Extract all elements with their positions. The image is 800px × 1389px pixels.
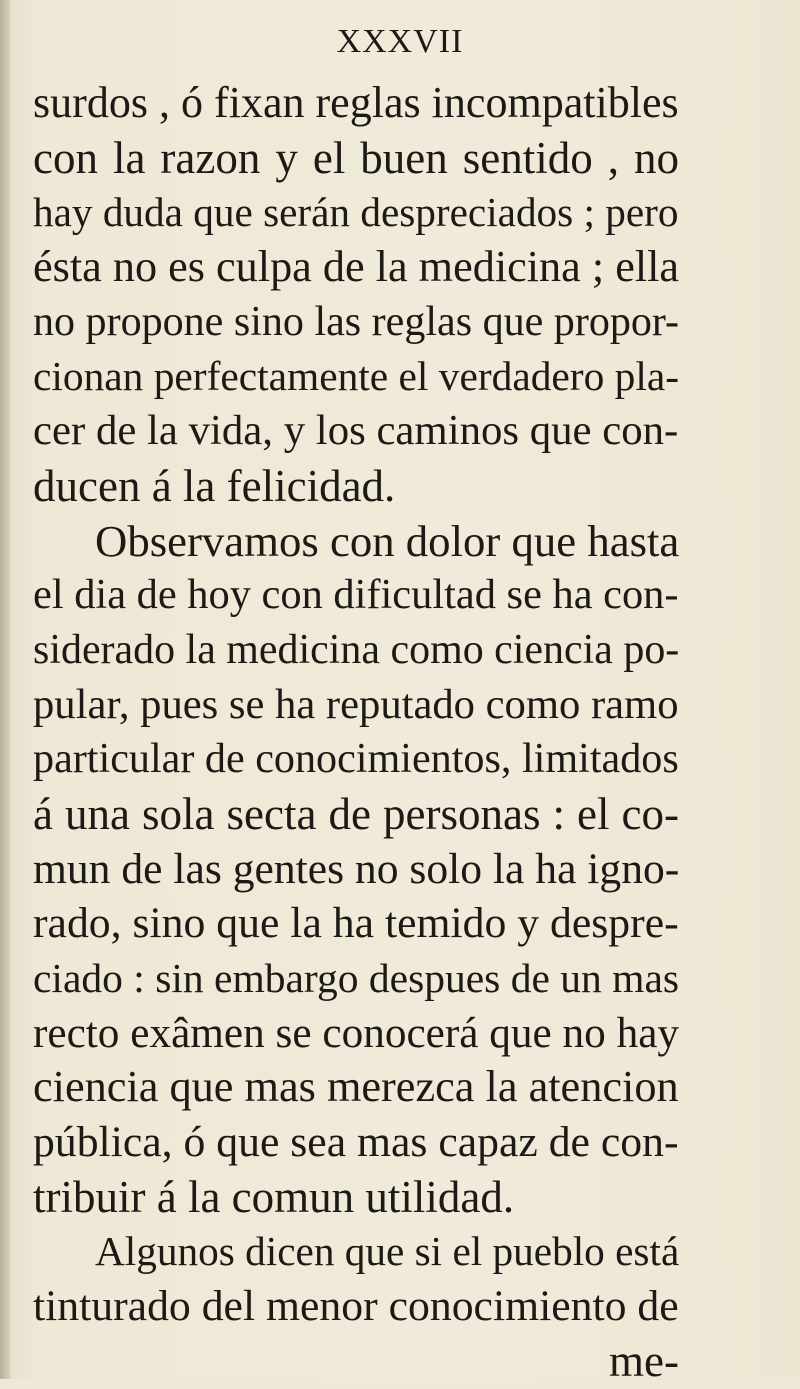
- text-line: cer de la vida, y los caminos que con-: [33, 407, 679, 455]
- text-line: tinturado del menor conocimiento de: [33, 1282, 679, 1331]
- text-line: mun de las gentes no solo la ha igno-: [33, 844, 680, 893]
- text-line: ciado : sin embargo despues de un mas: [33, 955, 680, 1001]
- text-line: surdos , ó fixan reglas incompatibles: [33, 78, 679, 127]
- paragraph-first-line: Observamos con dolor que hasta: [95, 515, 680, 566]
- text-line: el dia de hoy con dificultad se ha con-: [33, 571, 679, 619]
- text-line: particular de conocimientos, limitados: [33, 735, 679, 783]
- text-line: á una sola secta de personas : el co-: [33, 788, 679, 839]
- running-head: XXXVII: [336, 23, 464, 60]
- text-line: ésta no es culpa de la medicina ; ella: [33, 242, 680, 292]
- body-text: [33, 76, 679, 1389]
- page-gutter-shadow: [0, 0, 10, 1379]
- text-line: pública, ó que sea mas capaz de con-: [33, 1118, 679, 1167]
- text-line: ducen á la felicidad.: [33, 460, 396, 511]
- text-line: rado, sino que la ha temido y despre-: [33, 899, 679, 948]
- text-line: recto exâmen se conocerá que no hay: [33, 1008, 680, 1057]
- text-line: no propone sino las reglas que propor-: [33, 298, 680, 345]
- text-line: tribuir á la comun utilidad.: [33, 1171, 515, 1222]
- catchword: me-: [609, 1335, 679, 1386]
- text-line: con la razon y el buen sentido , no: [33, 132, 679, 183]
- text-line: pular, pues se ha reputado como ramo: [33, 680, 679, 728]
- text-line: cionan perfectamente el verdadero pla-: [33, 353, 680, 400]
- text-line: ciencia que mas merezca la atencion: [33, 1062, 679, 1112]
- text-line: siderado la medicina como ciencia po-: [33, 626, 680, 673]
- text-line: hay duda que serán despreciados ; pero: [33, 189, 679, 236]
- paragraph-first-line: Algunos dicen que si el pueblo está: [95, 1228, 680, 1275]
